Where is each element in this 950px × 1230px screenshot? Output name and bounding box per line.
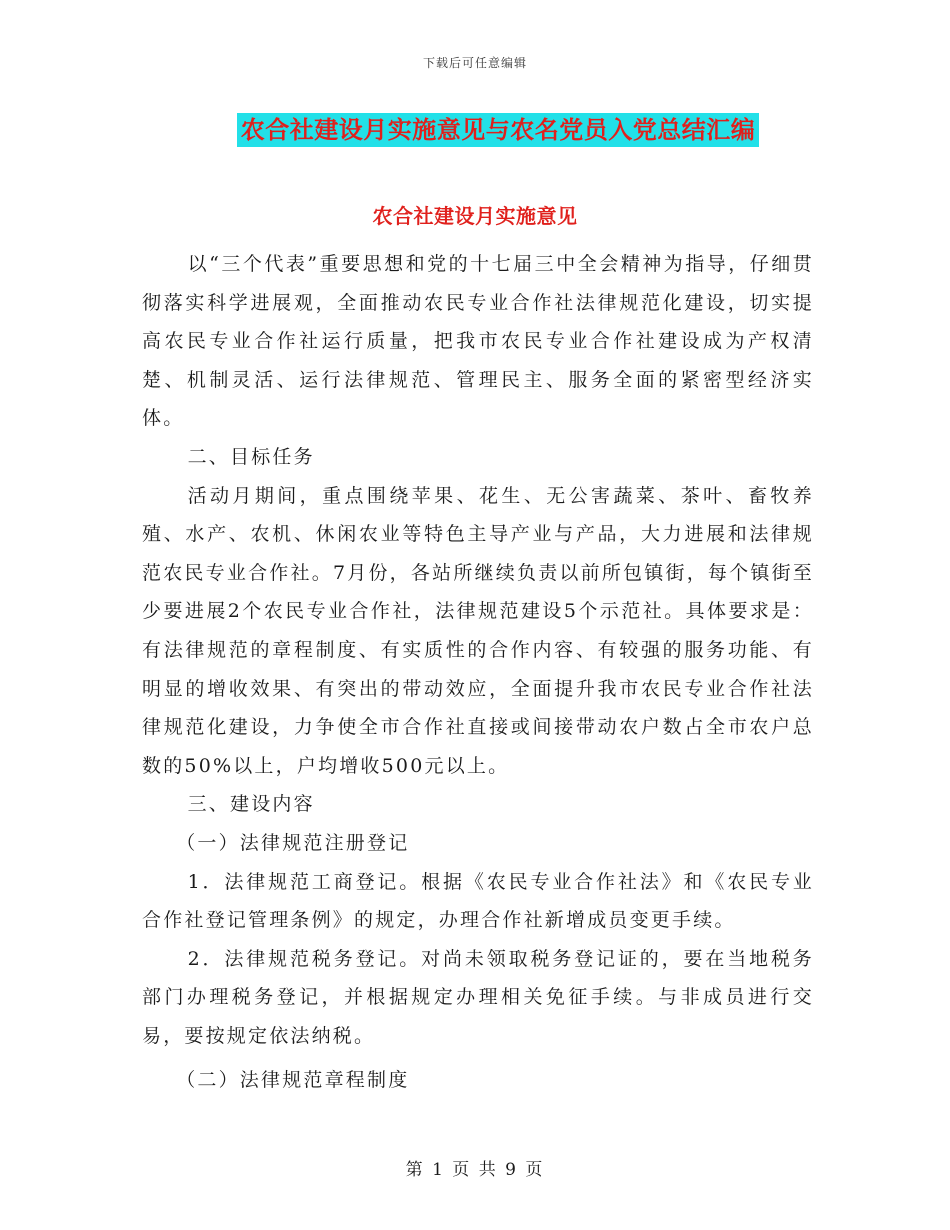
paragraph-tax-registration: 2．法律规范税务登记。对尚未领取税务登记证的，要在当地税务部门办理税务登记，并根据规定办理相关免征手续。与非成员进行交易，要按规定依法纳税。 [142, 947, 814, 1047]
page-header-note: 下载后可任意编辑 [422, 56, 527, 70]
heading-content: 三、建设内容 [187, 793, 315, 816]
subheading-registration: （一）法律规范注册登记 [176, 831, 410, 854]
heading-goals: 二、目标任务 [187, 445, 315, 468]
paragraph-intro: 以“三个代表”重要思想和党的十七届三中全会精神为指导，仔细贯彻落实科学进展观，全面推动农民专业合作社法律规范化建设，切实提高农民专业合作社运行质量，把我市农民专业合作社建设成为产权清楚、机制灵活、运行法律规范、管理民主、服务全面的紧密型经济实体。 [142, 253, 814, 430]
page-footer: 第 1 页 共 9 页 [405, 1160, 545, 1180]
main-title: 农合社建设月实施意见与农名党员入党总结汇编 [237, 113, 760, 147]
section-title: 农合社建设月实施意见 [372, 204, 578, 228]
document-body [142, 245, 814, 1100]
paragraph-goals: 活动月期间，重点围绕苹果、花生、无公害蔬菜、茶叶、畜牧养殖、水产、农机、休闲农业等特色主导产业与产品，大力进展和法律规范农民专业合作社。7月份，各站所继续负责以前所包镇街，每个镇街至少要进展2个农民专业合作社，法律规范建设5个示范社。具体要求是：有法律规范的章程制度、有实质性的合作内容、有较强的服务功能、有明显的增收效果、有突出的带动效应，全面提升我市农民专业合作社法律规范化建设，力争使全市合作社直接或间接带动农户数占全市农户总数的50%以上，户均增收500元以上。 [142, 484, 814, 777]
subheading-charter: （二）法律规范章程制度 [176, 1069, 410, 1092]
main-title-container [0, 113, 950, 147]
paragraph-business-registration: 1．法律规范工商登记。根据《农民专业合作社法》和《农民专业合作社登记管理条例》的规定，办理合作社新增成员变更手续。 [142, 870, 814, 932]
